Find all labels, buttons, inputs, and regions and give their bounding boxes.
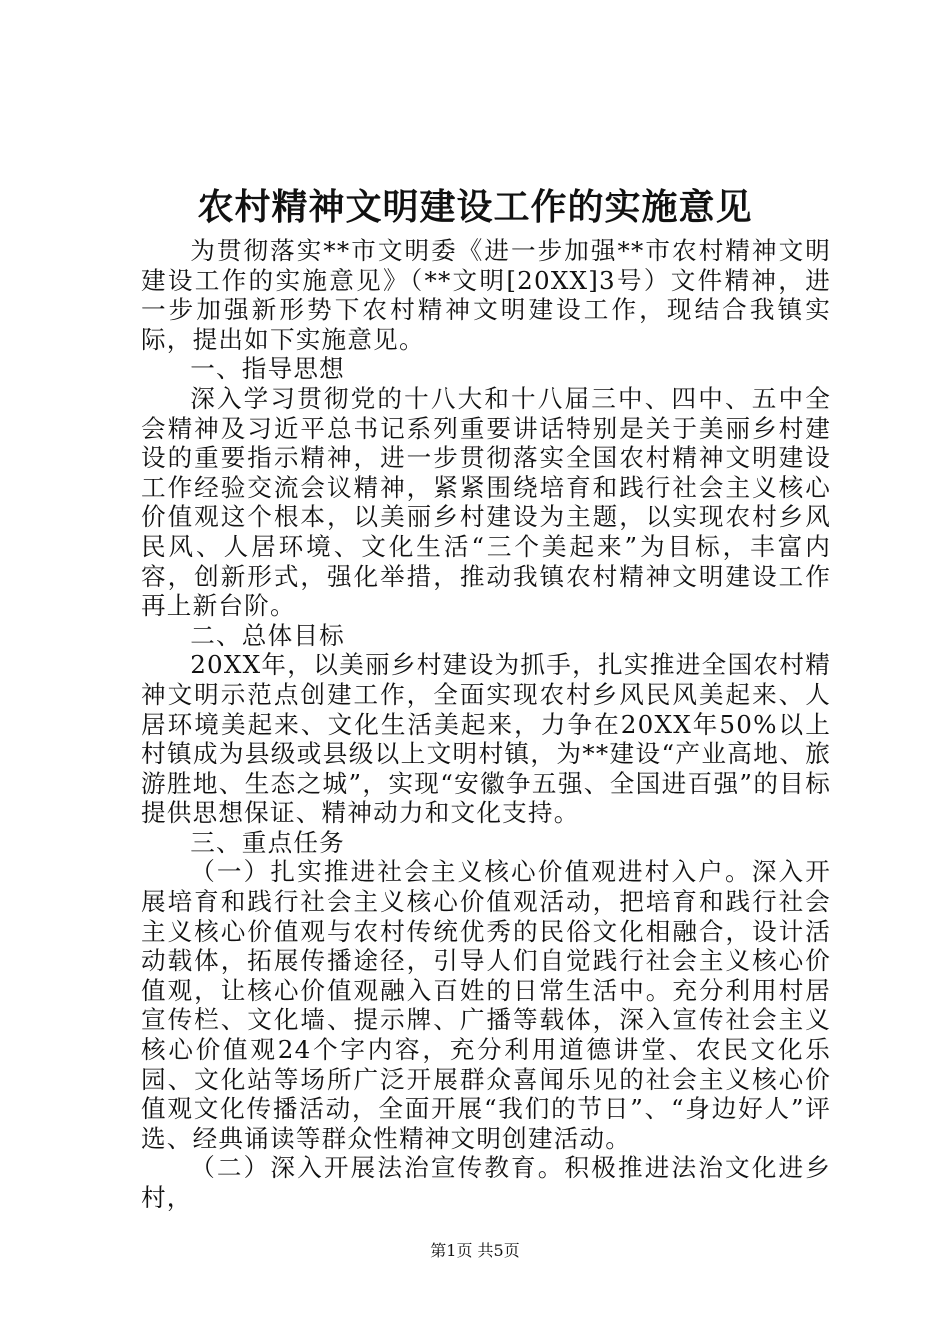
- page-number-footer: 第1页 共5页: [430, 1241, 520, 1260]
- document-title: 农村精神文明建设工作的实施意见: [197, 187, 753, 228]
- intro-paragraph: 为贯彻落实**市文明委《进一步加强**市农村精神文明建设工作的实施意见》（**文明[20XX]3号）文件精神，进一步加强新形势下农村精神文明建设工作，现结合我镇实际，提出如下实施意见。: [141, 236, 831, 354]
- overall-goal-paragraph: 20XX年，以美丽乡村建设为抓手，扎实推进全国农村精神文明示范点创建工作，全面实现农村乡风民风美起来、人居环境美起来、文化生活美起来，力争在20XX年50%以上村镇成为县级或县级以上文明村镇，为**建设“产业高地、旅游胜地、生态之城”，实现“安徽争五强、全国进百强”的目标提供思想保证、精神动力和文化支持。: [141, 650, 831, 828]
- key-task-1-paragraph: （一）扎实推进社会主义核心价值观进村入户。深入开展培育和践行社会主义核心价值观活动，把培育和践行社会主义核心价值观与农村传统优秀的民俗文化相融合，设计活动载体，拓展传播途径，引导人们自觉践行社会主义核心价值观，让核心价值观融入百姓的日常生活中。充分利用村居宣传栏、文化墙、提示牌、广播等载体，深入宣传社会主义核心价值观24个字内容，充分利用道德讲堂、农民文化乐园、文化站等场所广泛开展群众喜闻乐见的社会主义核心价值观文化传播活动，全面开展“我们的节日”、“身边好人”评选、经典诵读等群众性精神文明创建活动。: [141, 857, 831, 1153]
- key-task-2-paragraph: （二）深入开展法治宣传教育。积极推进法治文化进乡村，: [141, 1153, 831, 1212]
- section-heading-key-tasks: 三、重点任务: [190, 827, 345, 857]
- document-body: [141, 236, 831, 1213]
- section-heading-overall-goal: 二、总体目标: [190, 620, 345, 650]
- section-heading-guiding-ideology: 一、指导思想: [190, 354, 345, 384]
- guiding-ideology-paragraph: 深入学习贯彻党的十八大和十八届三中、四中、五中全会精神及习近平总书记系列重要讲话特别是关于美丽乡村建设的重要指示精神，进一步贯彻落实全国农村精神文明建设工作经验交流会议精神，紧紧围绕培育和践行社会主义核心价值观这个根本，以美丽乡村建设为主题，以实现农村乡风民风、人居环境、文化生活“三个美起来”为目标，丰富内容，创新形式，强化举措，推动我镇农村精神文明建设工作再上新台阶。: [141, 383, 831, 621]
